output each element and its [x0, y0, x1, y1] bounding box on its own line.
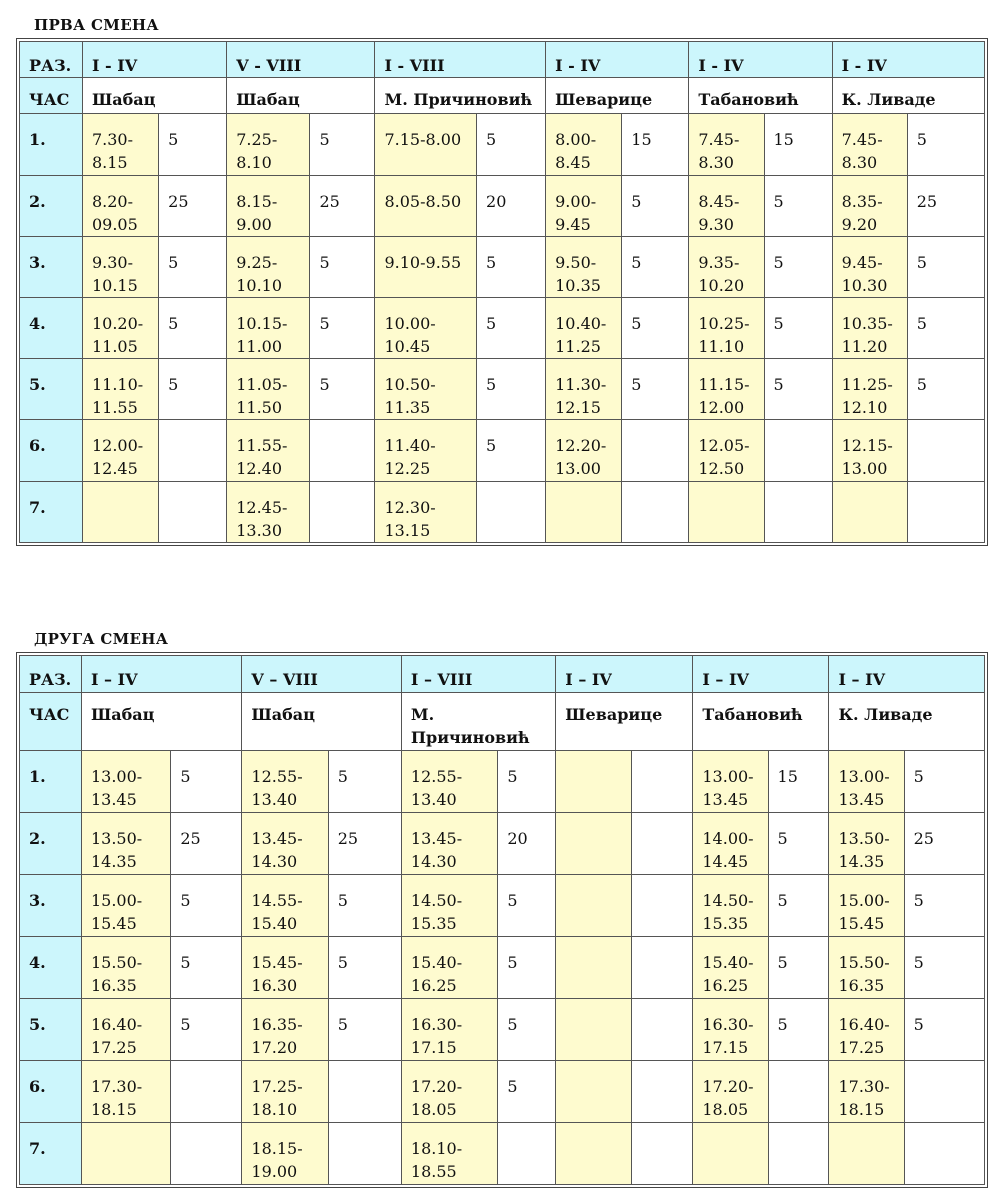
lesson-time: 13.50- 14.35 [81, 813, 170, 875]
break-minutes [632, 937, 693, 999]
grade-header: I – IV [556, 656, 693, 693]
lesson-time: 13.00- 13.45 [693, 751, 768, 813]
lesson-time [82, 481, 158, 542]
lesson-time: 11.55- 12.40 [227, 420, 310, 481]
break-minutes: 5 [328, 937, 401, 999]
break-minutes: 5 [171, 999, 242, 1061]
break-minutes: 5 [498, 751, 556, 813]
break-minutes [764, 481, 832, 542]
break-minutes: 5 [310, 297, 375, 358]
lesson-time: 10.25- 11.10 [689, 297, 764, 358]
break-minutes [904, 1122, 984, 1184]
lesson-time: 15.50- 16.35 [829, 937, 904, 999]
break-minutes [632, 1122, 693, 1184]
break-minutes: 5 [498, 937, 556, 999]
lesson-time: 9.30- 10.15 [82, 236, 158, 297]
place-header: Шабац [82, 78, 226, 114]
break-minutes: 25 [159, 175, 227, 236]
shift2-table-frame [16, 652, 988, 1188]
break-minutes [768, 1061, 829, 1123]
period-number: 4. [20, 937, 82, 999]
break-minutes [904, 1061, 984, 1123]
lesson-time: 8.45- 9.30 [689, 175, 764, 236]
break-minutes: 25 [907, 175, 984, 236]
shift2-schedule-table [19, 655, 985, 1185]
lesson-time [556, 751, 632, 813]
break-minutes: 5 [907, 114, 984, 175]
break-minutes: 5 [907, 236, 984, 297]
lesson-time: 13.00- 13.45 [829, 751, 904, 813]
lesson-time: 8.15- 9.00 [227, 175, 310, 236]
lesson-time: 12.15- 13.00 [832, 420, 907, 481]
period-number: 4. [20, 297, 83, 358]
place-header-row [20, 78, 985, 114]
break-minutes [310, 481, 375, 542]
lesson-time: 14.00- 14.45 [693, 813, 768, 875]
lesson-time: 18.15- 19.00 [242, 1122, 328, 1184]
period-row [20, 297, 985, 358]
break-minutes [328, 1122, 401, 1184]
place-header-row [20, 692, 985, 751]
break-minutes [764, 420, 832, 481]
break-minutes: 5 [768, 875, 829, 937]
period-row [20, 999, 985, 1061]
period-row [20, 359, 985, 420]
shift1-table-frame [16, 38, 988, 546]
grade-header-row [20, 42, 985, 78]
lesson-time [556, 1122, 632, 1184]
break-minutes: 5 [171, 937, 242, 999]
period-row [20, 481, 985, 542]
break-minutes: 5 [159, 114, 227, 175]
period-row [20, 813, 985, 875]
period-number: 2. [20, 175, 83, 236]
lesson-time: 15.50- 16.35 [81, 937, 170, 999]
lesson-time: 16.40- 17.25 [81, 999, 170, 1061]
lesson-time: 17.30- 18.15 [81, 1061, 170, 1123]
lesson-time [693, 1122, 768, 1184]
period-row [20, 751, 985, 813]
period-number: 6. [20, 420, 83, 481]
break-minutes [171, 1061, 242, 1123]
place-header: К. Ливаде [832, 78, 984, 114]
lesson-time: 15.40- 16.25 [401, 937, 497, 999]
period-number: 3. [20, 236, 83, 297]
lesson-time: 16.35- 17.20 [242, 999, 328, 1061]
lesson-time: 11.05- 11.50 [227, 359, 310, 420]
hour-label: ЧАС [20, 78, 83, 114]
grade-header: I – IV [693, 656, 829, 693]
break-minutes: 5 [328, 999, 401, 1061]
lesson-time: 13.45- 14.30 [401, 813, 497, 875]
break-minutes: 5 [328, 751, 401, 813]
lesson-time: 11.30- 12.15 [546, 359, 622, 420]
lesson-time: 13.00- 13.45 [81, 751, 170, 813]
break-minutes [328, 1061, 401, 1123]
break-minutes: 5 [904, 999, 984, 1061]
break-minutes: 15 [768, 751, 829, 813]
grade-header: I - IV [832, 42, 984, 78]
place-header: Шабац [227, 78, 375, 114]
lesson-time: 15.00- 15.45 [81, 875, 170, 937]
lesson-time [81, 1122, 170, 1184]
lesson-time: 9.25- 10.10 [227, 236, 310, 297]
break-minutes: 5 [498, 999, 556, 1061]
lesson-time: 12.30- 13.15 [375, 481, 477, 542]
shift1-schedule-table [19, 41, 985, 543]
break-minutes [622, 420, 689, 481]
break-minutes: 5 [764, 175, 832, 236]
break-minutes: 5 [477, 236, 546, 297]
lesson-time: 13.50- 14.35 [829, 813, 904, 875]
period-row [20, 1122, 985, 1184]
period-number: 5. [20, 359, 83, 420]
lesson-time: 11.10- 11.55 [82, 359, 158, 420]
break-minutes [310, 420, 375, 481]
place-header: Шабац [81, 692, 241, 751]
place-header: Шеварице [556, 692, 693, 751]
break-minutes: 5 [622, 359, 689, 420]
lesson-time [832, 481, 907, 542]
break-minutes: 5 [171, 751, 242, 813]
period-number: 5. [20, 999, 82, 1061]
period-number: 1. [20, 114, 83, 175]
break-minutes: 5 [477, 297, 546, 358]
break-minutes: 5 [477, 420, 546, 481]
break-minutes: 20 [498, 813, 556, 875]
break-minutes: 5 [904, 875, 984, 937]
lesson-time: 15.40- 16.25 [693, 937, 768, 999]
break-minutes: 5 [768, 999, 829, 1061]
lesson-time: 11.25- 12.10 [832, 359, 907, 420]
lesson-time: 10.20- 11.05 [82, 297, 158, 358]
break-minutes: 5 [477, 114, 546, 175]
lesson-time: 10.35- 11.20 [832, 297, 907, 358]
lesson-time: 9.35- 10.20 [689, 236, 764, 297]
break-minutes: 20 [477, 175, 546, 236]
break-minutes: 5 [159, 236, 227, 297]
lesson-time: 14.50- 15.35 [401, 875, 497, 937]
lesson-time: 12.45- 13.30 [227, 481, 310, 542]
period-number: 1. [20, 751, 82, 813]
break-minutes: 25 [328, 813, 401, 875]
break-minutes: 5 [622, 297, 689, 358]
break-minutes [622, 481, 689, 542]
period-number: 6. [20, 1061, 82, 1123]
period-row [20, 875, 985, 937]
place-header: Табановић [693, 692, 829, 751]
lesson-time: 9.45- 10.30 [832, 236, 907, 297]
period-row [20, 114, 985, 175]
lesson-time: 16.30- 17.15 [693, 999, 768, 1061]
break-minutes: 5 [768, 937, 829, 999]
break-minutes: 5 [622, 175, 689, 236]
lesson-time: 17.25- 18.10 [242, 1061, 328, 1123]
grade-header: V - VIII [227, 42, 375, 78]
grade-header: V – VIII [242, 656, 401, 693]
lesson-time: 7.45- 8.30 [689, 114, 764, 175]
lesson-time [829, 1122, 904, 1184]
period-row [20, 420, 985, 481]
lesson-time [689, 481, 764, 542]
break-minutes: 15 [622, 114, 689, 175]
break-minutes [498, 1122, 556, 1184]
lesson-time: 15.00- 15.45 [829, 875, 904, 937]
grade-header: I - VIII [375, 42, 546, 78]
break-minutes: 5 [498, 1061, 556, 1123]
lesson-time: 8.35- 9.20 [832, 175, 907, 236]
break-minutes: 5 [477, 359, 546, 420]
break-minutes: 15 [764, 114, 832, 175]
place-header: К. Ливаде [829, 692, 985, 751]
break-minutes [632, 1061, 693, 1123]
shift1-title: ПРВА СМЕНА [34, 16, 159, 34]
break-minutes [159, 481, 227, 542]
lesson-time: 12.20- 13.00 [546, 420, 622, 481]
break-minutes: 25 [310, 175, 375, 236]
lesson-time [556, 937, 632, 999]
lesson-time: 9.50- 10.35 [546, 236, 622, 297]
lesson-time: 15.45- 16.30 [242, 937, 328, 999]
break-minutes: 5 [622, 236, 689, 297]
period-row [20, 937, 985, 999]
lesson-time: 7.25- 8.10 [227, 114, 310, 175]
break-minutes: 5 [904, 937, 984, 999]
lesson-time: 10.50- 11.35 [375, 359, 477, 420]
lesson-time [546, 481, 622, 542]
break-minutes: 5 [768, 813, 829, 875]
lesson-time: 7.30- 8.15 [82, 114, 158, 175]
period-row [20, 236, 985, 297]
lesson-time [556, 1061, 632, 1123]
break-minutes: 5 [907, 359, 984, 420]
place-header: Шеварице [546, 78, 689, 114]
break-minutes: 25 [171, 813, 242, 875]
place-header: М. Причиновић [375, 78, 546, 114]
break-minutes: 5 [328, 875, 401, 937]
lesson-time [556, 999, 632, 1061]
grade-header: I - IV [82, 42, 226, 78]
shift2-title: ДРУГА СМЕНА [34, 630, 169, 648]
break-minutes [768, 1122, 829, 1184]
break-minutes [632, 751, 693, 813]
class-label: РАЗ. [20, 42, 83, 78]
break-minutes [159, 420, 227, 481]
break-minutes: 5 [310, 114, 375, 175]
period-number: 2. [20, 813, 82, 875]
lesson-time: 12.05- 12.50 [689, 420, 764, 481]
break-minutes: 5 [907, 297, 984, 358]
lesson-time: 11.40- 12.25 [375, 420, 477, 481]
break-minutes: 5 [904, 751, 984, 813]
lesson-time [556, 813, 632, 875]
lesson-time: 8.00- 8.45 [546, 114, 622, 175]
lesson-time: 16.40- 17.25 [829, 999, 904, 1061]
place-header: М. Причиновић [401, 692, 555, 751]
period-row [20, 175, 985, 236]
lesson-time: 9.10-9.55 [375, 236, 477, 297]
break-minutes [907, 420, 984, 481]
lesson-time: 7.15-8.00 [375, 114, 477, 175]
lesson-time: 18.10- 18.55 [401, 1122, 497, 1184]
lesson-time: 9.00- 9.45 [546, 175, 622, 236]
lesson-time: 10.15- 11.00 [227, 297, 310, 358]
break-minutes: 5 [498, 875, 556, 937]
lesson-time: 8.05-8.50 [375, 175, 477, 236]
break-minutes: 5 [764, 359, 832, 420]
lesson-time: 13.45- 14.30 [242, 813, 328, 875]
break-minutes [477, 481, 546, 542]
lesson-time [556, 875, 632, 937]
lesson-time: 12.55- 13.40 [242, 751, 328, 813]
lesson-time: 17.30- 18.15 [829, 1061, 904, 1123]
break-minutes: 5 [159, 297, 227, 358]
class-label: РАЗ. [20, 656, 82, 693]
hour-label: ЧАС [20, 692, 82, 751]
lesson-time: 14.55- 15.40 [242, 875, 328, 937]
break-minutes [171, 1122, 242, 1184]
period-number: 3. [20, 875, 82, 937]
break-minutes [632, 813, 693, 875]
lesson-time: 8.20- 09.05 [82, 175, 158, 236]
lesson-time: 10.00- 10.45 [375, 297, 477, 358]
grade-header: I - IV [689, 42, 832, 78]
lesson-time: 16.30- 17.15 [401, 999, 497, 1061]
grade-header: I – IV [829, 656, 985, 693]
lesson-time: 7.45- 8.30 [832, 114, 907, 175]
grade-header-row [20, 656, 985, 693]
break-minutes [632, 999, 693, 1061]
period-number: 7. [20, 1122, 82, 1184]
break-minutes: 5 [310, 236, 375, 297]
lesson-time: 11.15- 12.00 [689, 359, 764, 420]
period-number: 7. [20, 481, 83, 542]
place-header: Табановић [689, 78, 832, 114]
break-minutes [632, 875, 693, 937]
period-row [20, 1061, 985, 1123]
lesson-time: 14.50- 15.35 [693, 875, 768, 937]
break-minutes: 5 [159, 359, 227, 420]
lesson-time: 12.00- 12.45 [82, 420, 158, 481]
grade-header: I – VIII [401, 656, 555, 693]
lesson-time: 17.20- 18.05 [401, 1061, 497, 1123]
break-minutes: 5 [764, 236, 832, 297]
place-header: Шабац [242, 692, 401, 751]
lesson-time: 17.20- 18.05 [693, 1061, 768, 1123]
grade-header: I – IV [81, 656, 241, 693]
lesson-time: 10.40- 11.25 [546, 297, 622, 358]
break-minutes: 25 [904, 813, 984, 875]
lesson-time: 12.55- 13.40 [401, 751, 497, 813]
break-minutes: 5 [764, 297, 832, 358]
grade-header: I - IV [546, 42, 689, 78]
break-minutes: 5 [310, 359, 375, 420]
break-minutes: 5 [171, 875, 242, 937]
break-minutes [907, 481, 984, 542]
